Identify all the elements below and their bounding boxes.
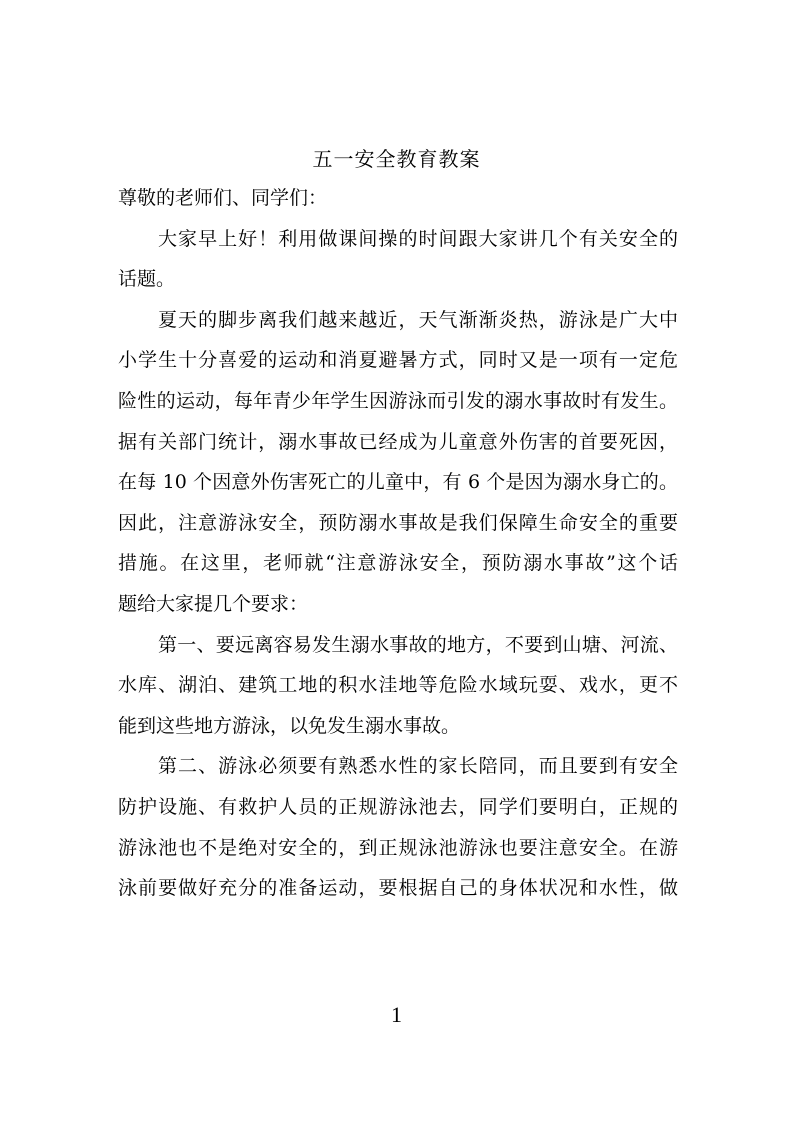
paragraph-1-line-2: 话题。: [118, 268, 176, 291]
paragraph-4-line-1: 第二、游泳必须要有熟悉水性的家长陪同，而且要到有安全: [158, 755, 678, 778]
greeting-line: 尊敬的老师们、同学们：: [118, 187, 328, 209]
paragraph-2-line-2: 小学生十分喜爱的运动和消夏避暑方式，同时又是一项有一定危: [118, 349, 678, 372]
page-number: 1: [391, 1002, 402, 1027]
paragraph-4-line-3: 游泳池也不是绝对安全的，到正规泳池游泳也要注意安全。在游: [118, 836, 678, 859]
paragraph-2-line-7: 措施。在这里，老师就“注意游泳安全，预防溺水事故”这个话: [118, 552, 678, 575]
paragraph-2-line-6: 因此，注意游泳安全，预防溺水事故是我们保障生命安全的重要: [118, 511, 678, 534]
paragraph-3-line-3: 能到这些地方游泳，以免发生溺水事故。: [118, 714, 461, 737]
paragraph-2-line-8: 题给大家提几个要求：: [118, 592, 309, 615]
paragraph-3-line-1: 第一、要远离容易发生溺水事故的地方，不要到山塘、河流、: [158, 633, 678, 656]
paragraph-2-line-5: 在每 10 个因意外伤害死亡的儿童中，有 6 个是因为溺水身亡的。: [118, 471, 678, 494]
paragraph-2-line-4: 据有关部门统计，溺水事故已经成为儿童意外伤害的首要死因，: [118, 430, 678, 453]
paragraph-4-line-2: 防护设施、有救护人员的正规游泳池去，同学们要明白，正规的: [118, 795, 678, 818]
paragraph-2-line-3: 险性的运动，每年青少年学生因游泳而引发的溺水事故时有发生。: [118, 389, 678, 412]
paragraph-1-line-1: 大家早上好！利用做课间操的时间跟大家讲几个有关安全的: [158, 227, 678, 250]
document-body: [118, 178, 678, 909]
paragraph-3-line-2: 水库、湖泊、建筑工地的积水洼地等危险水域玩耍、戏水，更不: [118, 674, 678, 697]
paragraph-4-line-4: 泳前要做好充分的准备运动，要根据自己的身体状况和水性，做: [118, 877, 678, 900]
paragraph-2-line-1: 夏天的脚步离我们越来越近，天气渐渐炎热，游泳是广大中: [158, 308, 678, 331]
document-title: 五一安全教育教案: [312, 147, 481, 171]
